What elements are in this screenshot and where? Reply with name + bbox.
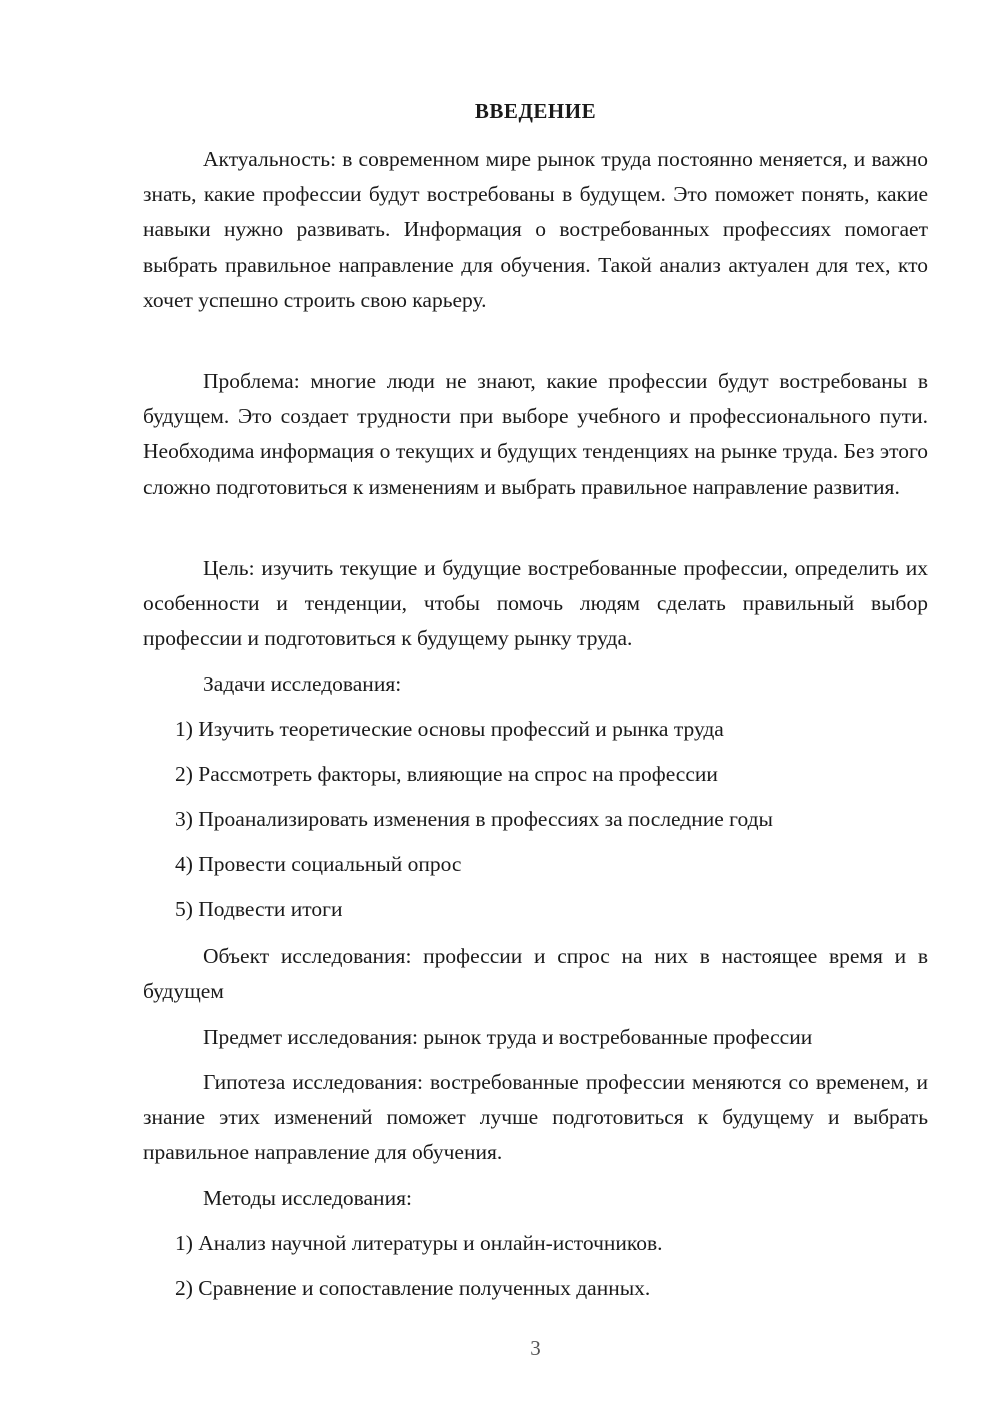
hypothesis-paragraph: Гипотеза исследования: востребованные профессии меняются со временем, и знание этих изменений поможет лучше подготовиться к будущему и выбрать правильное направление для обучения. xyxy=(143,1070,928,1165)
method-item-2: 2) Сравнение и сопоставление полученных данных. xyxy=(175,1276,651,1300)
methods-label: Методы исследования: xyxy=(203,1186,412,1210)
tasks-label: Задачи исследования: xyxy=(203,672,402,696)
section-title: ВВЕДЕНИЕ xyxy=(474,99,597,123)
problem-paragraph: Проблема: многие люди не знают, какие профессии будут востребованы в будущем. Это создает трудности при выборе учебного и профессионального пути. Необходима информация о текущих и будущих тенденциях на рынке труда. Без этого сложно подготовиться к изменениям и выбрать правильное направление развития. xyxy=(143,369,928,499)
task-item-3: 3) Проанализировать изменения в профессиях за последние годы xyxy=(175,807,773,831)
goal-paragraph: Цель: изучить текущие и будущие востребованные профессии, определить их особенности и тенденции, чтобы помочь людям сделать правильный выбор профессии и подготовиться к будущему рынку труда. xyxy=(143,556,928,651)
object-paragraph: Объект исследования: профессии и спрос на них в настоящее время и в будущем xyxy=(143,944,928,1004)
task-item-4: 4) Провести социальный опрос xyxy=(175,852,462,876)
relevance-paragraph: Актуальность: в современном мире рынок труда постоянно меняется, и важно знать, какие профессии будут востребованы в будущем. Это поможет понять, какие навыки нужно развивать. Информация о востребованных профессиях помогает выбрать правильное направление для обучения. Такой анализ актуален для тех, кто хочет успешно строить свою карьеру. xyxy=(143,147,928,312)
document-page xyxy=(143,0,928,1414)
task-item-2: 2) Рассмотреть факторы, влияющие на спрос на профессии xyxy=(175,762,718,786)
task-item-1: 1) Изучить теоретические основы профессий и рынка труда xyxy=(175,717,724,741)
page-number: 3 xyxy=(530,1336,541,1360)
subject-paragraph: Предмет исследования: рынок труда и востребованные профессии xyxy=(203,1025,813,1049)
task-item-5: 5) Подвести итоги xyxy=(175,897,343,921)
method-item-1: 1) Анализ научной литературы и онлайн-источников. xyxy=(175,1231,663,1255)
